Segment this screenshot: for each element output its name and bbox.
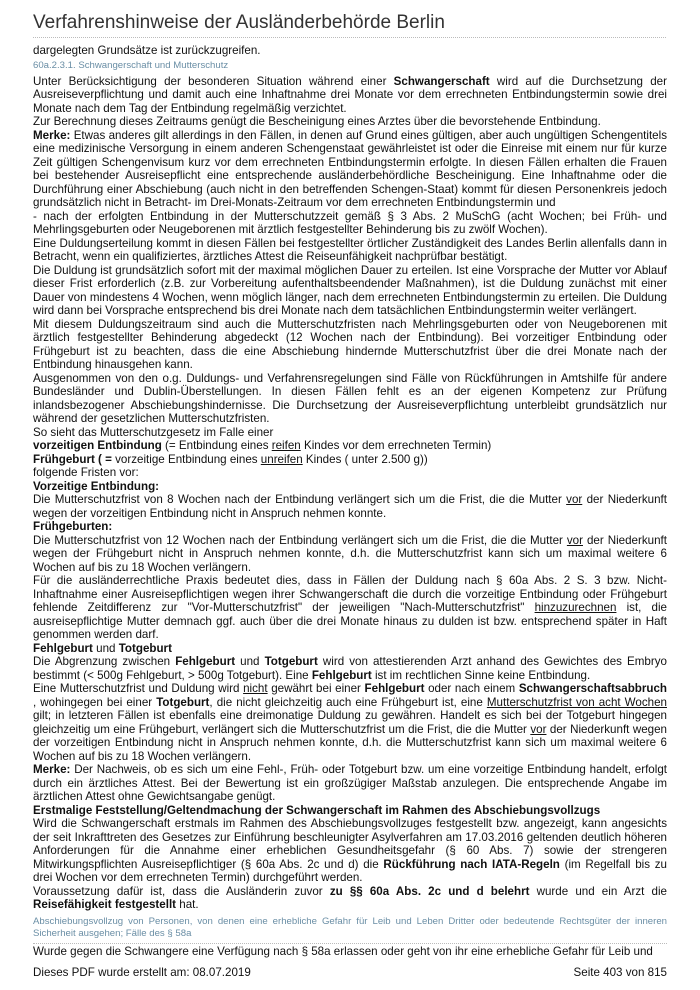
paragraph: Eine Mutterschutzfrist und Duldung wird nicht gewährt bei einer Fehlgeburt oder nach einem Schwangerschaftsabbruch , wohingegen bei einer Totgeburt, die nicht gleichzeitig auch eine Frühgeburt ist, eine Mutterschutzfrist von acht Wochen gilt; in letzteren Fällen ist ebenfalls eine dreimonatige Duldung zu gewähren. Handelt es sich bei der Totgeburt hingegen gleichzeitig um eine Frühgeburt, verlängert sich die Mutterschutzfrist um die Frist, die die Mutter vor der Niederkunft wegen der vorzeitigen Entbindung nicht in Anspruch nehmen konnte, d.h. die Mutterschutzfrist kann sich um maximal weitere 6 Wochen auf bis zu 18 Wochen verlängern.	[33, 682, 668, 763]
paragraph: Die Duldung ist grundsätzlich sofort mit der maximal möglichen Dauer zu erteilen. Ist eine Vorsprache der Mutter vor Ablauf dieser Frist erforderlich (z.B. zur Vorbereitung aufenthaltsbeendender Maßnahmen), ist die Duldung zunächst mit einer Dauer von mindestens 4 Wochen, wenn möglich länger, nach dem errechneten Entbindungstermin zu erteilen. Die Duldung wird dann bei Vorsprache entsprechend bis drei Monate nach dem tatsächlichen Entbindungstermin weiter verlängert.	[33, 263, 667, 317]
paragraph: folgende Fristen vor:	[33, 466, 139, 479]
subheading: Frühgeburten:	[33, 520, 113, 533]
subheading: Fehlgeburt und Totgeburt	[33, 641, 172, 655]
paragraph: Unter Berücksichtigung der besonderen Situation während einer Schwangerschaft wird auf die Durchsetzung der Ausreiseverpflichtung und damit auch eine Inhaftnahme drei Monate vor dem errechneten Entbindungstermin sowie drei Monate nach dem Tag der Entbindung regelmäßig verzichtet.	[33, 74, 667, 115]
paragraph: Wurde gegen die Schwangere eine Verfügung nach § 58a erlassen oder geht von ihr eine erhebliche Gefahr für Leib und	[33, 944, 653, 958]
paragraph: Zur Berechnung dieses Zeitraums genügt die Bescheinigung eines Arztes über die bevorstehende Entbindung.	[33, 115, 601, 128]
subheading: Vorzeitige Entbindung:	[33, 479, 160, 493]
paragraph: vorzeitigen Entbindung (= Entbindung eines reifen Kindes vor dem errechneten Termin)	[33, 439, 492, 452]
paragraph: Ausgenommen von den o.g. Duldungs- und Verfahrensregelungen sind Fälle von Rückführungen in Amtshilfe für andere Bundesländer und Dublin-Überstellungen. In diesen Fällen fehlt es an der eigenen Kompetenz zur Prüfung inlandsbezogener Abschiebungshindernisse. Die Durchsetzung der Ausreiseverpflichtung unterbleibt grundsätzlich nur während der gesetzlichen Mutterschutzfristen.	[33, 371, 667, 425]
footer-created-date: Dieses PDF wurde erstellt am: 08.07.2019	[33, 966, 251, 979]
section-divider	[33, 943, 667, 944]
paragraph: Mit diesem Duldungszeitraum sind auch die Mutterschutzfristen nach Mehrlingsgeburten oder von Neugeborenen mit ärztlich festgestellter Behinderung abgedeckt (12 Wochen nach der Entbindung). Bei vorzeitiger Entbindung oder Frühgeburt ist zu beachten, dass die eine Abschiebung hindernde Mutterschutzfrist über die drei Monate nach der Entbindung hinausgehen kann.	[33, 317, 667, 371]
page-title: Verfahrenshinweise der Ausländerbehörde Berlin	[33, 12, 445, 33]
paragraph: Eine Duldungserteilung kommt in diesen Fällen bei festgestellter örtlicher Zuständigkeit des Landes Berlin allenfalls dann in Betracht, wenn ein qualifiziertes, ärztliches Attest die Reiseunfähigkeit nachprüfbar bestätigt.	[33, 236, 667, 263]
paragraph: Frühgeburt ( = vorzeitige Entbindung eines unreifen Kindes ( unter 2.500 g))	[33, 452, 428, 466]
footer-page-number: Seite 403 von 815	[573, 966, 667, 979]
paragraph: - nach der erfolgten Entbindung in der Mutterschutzzeit gemäß § 3 Abs. 2 MuSchG (acht Wochen; bei Früh- und Mehrlingsgeburten oder Neugeborenen mit ärztlich festgestellter Behinderung bis zu zwölf Wochen).	[33, 209, 667, 236]
paragraph: Die Mutterschutzfrist von 12 Wochen nach der Entbindung verlängert sich um die Frist, die die Mutter vor der Niederkunft wegen der Frühgeburt nicht in Anspruch nehmen konnte, d.h. die Mutterschutzfrist kann sich um maximal weitere 6 Wochen auf bis zu 18 Wochen verlängern.	[33, 533, 667, 574]
paragraph: Voraussetzung dafür ist, dass die Ausländerin zuvor zu §§ 60a Abs. 2c und d belehrt wurde und ein Arzt die Reisefähigkeit festgestellt hat.	[33, 884, 667, 911]
paragraph: Die Abgrenzung zwischen Fehlgeburt und Totgeburt wird von attestierenden Arzt anhand des Gewichtes des Embryo bestimmt (< 500g Fehlgeburt, > 500g Totgeburt). Eine Fehlgeburt ist im rechtlichen Sinne keine Entbindung.	[33, 655, 667, 682]
header-divider	[33, 37, 666, 38]
document-body	[33, 44, 667, 958]
section-heading: Abschiebungsvollzug von Personen, von denen eine erhebliche Gefahr für Leib und Leben Dritter oder bedeutende Rechtsgüter der inneren Sicherheit ausgehen; Fälle des § 58a	[33, 915, 667, 939]
paragraph: Wird die Schwangerschaft erstmals im Rahmen des Abschiebungsvollzuges festgestellt bzw. angezeigt, kann angesichts der seit Inkrafttreten des Gesetzes zur Einführung beschleunigter Asylverfahren am 17.03.2016 geltenden deutlich höheren Anforderungen für die Annahme einer erheblichen Gesundheitsgefahr (§ 60 Abs. 7) sowie der strengeren Mitwirkungspflichten Ausreisepflichtiger (§ 60a Abs. 2c und d) die Rückführung nach IATA-Regeln (im Regelfall bis zu drei Wochen vor dem errechneten Termin) durchgeführt werden.	[33, 817, 667, 884]
paragraph: Für die ausländerrechtliche Praxis bedeutet dies, dass in Fällen der Duldung nach § 60a Abs. 2 S. 3 bzw. Nicht-Inhaftnahme einer Ausreisepflichtigen wegen ihrer Schwangerschaft die durch die vorzeitige Entbindung oder Frühgeburt fehlende Zeitdifferenz zur "Vor-Mutterschutzfrist" der jeweiligen "Nach-Mutterschutzfrist" hinzuzurechnen ist, die ausreisepflichtige Mutter demnach ggf. auch über die drei Monate hinaus zu dulden ist bzw. entsprechend später in Haft genommen werden darf.	[33, 574, 668, 641]
section-heading: 60a.2.3.1. Schwangerschaft und Mutterschutz	[33, 59, 229, 71]
subheading: Erstmalige Feststellung/Geltendmachung der Schwangerschaft im Rahmen des Abschiebungsvollzugs	[33, 803, 601, 817]
paragraph: Die Mutterschutzfrist von 8 Wochen nach der Entbindung verlängert sich um die Frist, die die Mutter vor der Niederkunft wegen der vorzeitigen Entbindung nicht in Anspruch nehmen konnte.	[33, 493, 667, 520]
paragraph: Merke: Etwas anderes gilt allerdings in den Fällen, in denen auf Grund eines gültigen, aber auch ungültigen Schengentitels eine medizinische Versorgung in einem anderen Schengenstaat gewährleistet ist oder die Einreise mit einem nur für kurze Zeit gültigen Schengenvisum kurz vor dem errechneten Entbindungstermin erfolgte. In diesen Fällen erhalten die Frauen bei bestehender Ausreisepflicht eine entsprechende ausländerbehördliche Bescheinigung. Eine Inhaftnahme oder die Durchführung einer Abschiebung (auch nicht in den betreffenden Schengen-Staat) kommt für diesen Personenkreis jedoch grundsätzlich nicht in Betracht- im Drei-Monats-Zeitraum vor dem errechneten Entbindungstermin und	[33, 128, 667, 209]
paragraph: Merke: Der Nachweis, ob es sich um eine Fehl-, Früh- oder Totgeburt bzw. um eine vorzeitige Entbindung handelt, erfolgt durch ein ärztliches Attest. Bei der Bewertung ist ein großzügiger Maßstab anzulegen. Die entsprechende Angabe im ärztlichen Attest ohne Gewichtsangabe genügt.	[33, 763, 667, 803]
paragraph: So sieht das Mutterschutzgesetz im Falle einer	[33, 425, 274, 439]
lead-text: dargelegten Grundsätze ist zurückzugreifen.	[33, 44, 261, 57]
